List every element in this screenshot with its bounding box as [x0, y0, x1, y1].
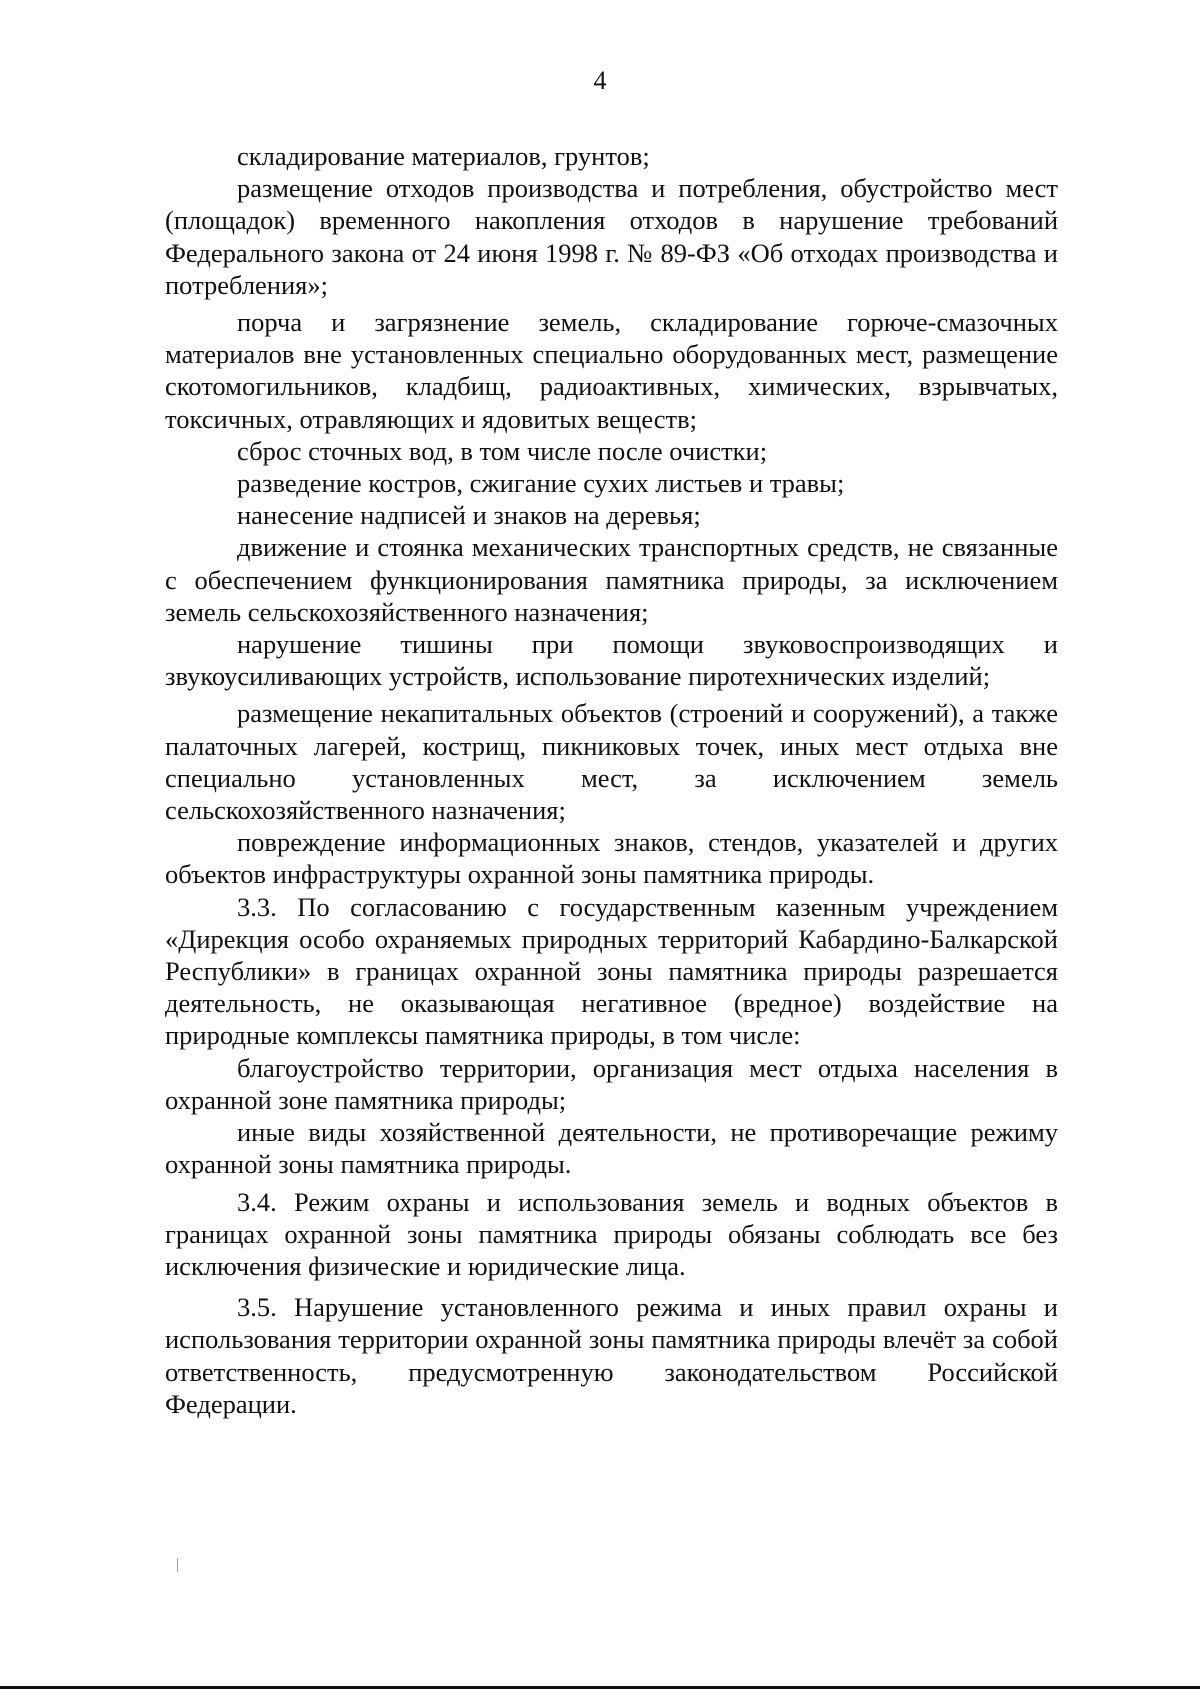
paragraph-section-3-4: 3.4. Режим охраны и использования земель и водных объектов в границах охранной зоны памятника природы обязаны соблюдать все без исключения физические и юридические лица. — [165, 1186, 1058, 1281]
paragraph-section-3-3: 3.3. По согласованию с государственным казенным учреждением «Дирекция особо охраняемых природных территорий Кабардино-Балкарской Республики» в границах охранной зоны памятника природы разрешается деятельность, не оказывающая негативное (вредное) воздействие на природные комплексы памятника природы, в том числе: — [165, 891, 1058, 1051]
document-body — [165, 140, 1058, 1420]
paragraph-tree-marks: нанесение надписей и знаков на деревья; — [237, 500, 701, 531]
paragraph-fires: разведение костров, сжигание сухих листьев и травы; — [237, 468, 845, 499]
paragraph-land-pollution: порча и загрязнение земель, складирование горюче-смазочных материалов вне установленных специально оборудованных мест, размещение скотомогильников, кладбищ, радиоактивных, химических, взрывчатых, токсичных, отравляющих и ядовитых веществ; — [165, 307, 1058, 434]
paragraph-storage: складирование материалов, грунтов; — [237, 141, 650, 171]
paragraph-vehicles: движение и стоянка механических транспортных средств, не связанные с обеспечением функционирования памятника природы, за исключением земель сельскохозяйственного назначения; — [165, 532, 1058, 627]
paragraph-wastewater: сброс сточных вод, в том числе после очистки; — [237, 435, 768, 466]
paragraph-landscaping: благоустройство территории, организация мест отдыха населения в охранной зоне памятника природы; — [165, 1052, 1058, 1115]
paragraph-temporary-objects: размещение некапитальных объектов (строений и сооружений), а также палаточных лагерей, кострищ, пикниковых точек, иных мест отдыха вне специально установленных мест, за исключением земель сельскохозяйственного назначения; — [165, 698, 1058, 826]
paragraph-other-activities: иные виды хозяйственной деятельности, не противоречащие режиму охранной зоны памятника природы. — [165, 1117, 1058, 1180]
paragraph-waste-placement: размещение отходов производства и потребления, обустройство мест (площадок) временного накопления отходов в нарушение требований Федерального закона от 24 июня 1998 г. № 89-ФЗ «Об отходах производства и потребления»; — [165, 173, 1058, 300]
paragraph-noise: нарушение тишины при помощи звуковоспроизводящих и звукоусиливающих устройств, использование пиротехнических изделий; — [165, 629, 1058, 692]
scan-bottom-edge — [0, 1686, 1200, 1689]
scan-speck — [177, 1558, 178, 1572]
page-number: 4 — [593, 66, 607, 95]
paragraph-sign-damage: повреждение информационных знаков, стендов, указателей и других объектов инфраструктуры охранной зоны памятника природы. — [165, 827, 1058, 890]
paragraph-section-3-5: 3.5. Нарушение установленного режима и иных правил охраны и использования территории охранной зоны памятника природы влечёт за собой ответственность, предусмотренную законодательством Российской Федерации. — [165, 1292, 1058, 1419]
